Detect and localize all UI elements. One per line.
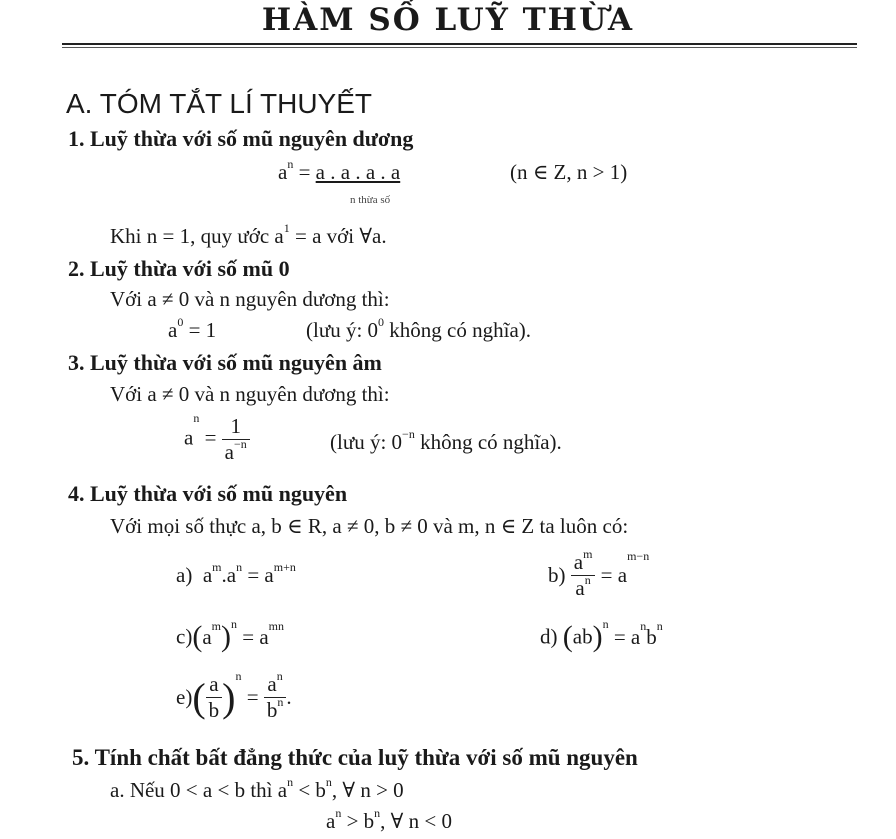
- s2-rest: = 1: [183, 318, 217, 342]
- section-3-heading: 3. Luỹ thừa với số mũ nguyên âm: [68, 350, 382, 375]
- s5-b-exp2: n: [374, 806, 381, 820]
- s2-line1: Với a ≠ 0 và n nguyên dương thì:: [110, 287, 390, 311]
- s3-note-exp: −n: [402, 427, 415, 441]
- s4-rule-e: e)( $\frac{a}{b}$ )$^n$ = $\frac{a^n}{b^n}$ .: [176, 669, 292, 722]
- s3-note: [330, 427, 562, 455]
- s2-exp: 0: [177, 315, 184, 329]
- s3-den-exp: −n: [234, 437, 247, 451]
- section-1-heading: 1. Luỹ thừa với số mũ nguyên dương: [68, 126, 414, 151]
- s2-base: a: [168, 318, 178, 342]
- s2-note-post: không có nghĩa).: [384, 318, 532, 342]
- s3-denominator: [222, 437, 250, 465]
- rule-d-label: d): [540, 624, 558, 649]
- s5-b-post: , ∀ n < 0: [380, 809, 452, 833]
- s3-numerator: 1: [222, 414, 250, 440]
- s5-line-b: [326, 806, 452, 834]
- rule-e-label: e): [176, 685, 193, 709]
- s1-note-exp: 1: [283, 221, 290, 235]
- s4-rule-c: $c)(a^m)^n = a^{mn}$: [176, 617, 285, 653]
- rule-b-label: b): [548, 563, 566, 587]
- s1-product: a . a . a . a: [315, 160, 401, 184]
- s1-formula: [278, 157, 401, 185]
- s5-line-a: [110, 775, 404, 803]
- s5-b-mid: > b: [341, 809, 375, 833]
- s3-line1: Với a ≠ 0 và n nguyên dương thì:: [110, 382, 390, 406]
- page-title: HÀM SỐ LUỸ THỪA: [261, 2, 635, 38]
- s5-a-exp2: n: [325, 775, 332, 789]
- s1-note-post: = a với ∀a.: [289, 224, 387, 248]
- s3-note-pre: (lưu ý: 0: [330, 430, 403, 454]
- s5-a-post: , ∀ n > 0: [331, 778, 404, 802]
- rule-c-label: c): [176, 624, 193, 649]
- s2-note-pre: (lưu ý: 0: [306, 318, 379, 342]
- s4-line1: Với mọi số thực a, b ∈ R, a ≠ 0, b ≠ 0 và m, n ∈ Z ta luôn có:: [110, 514, 629, 538]
- rule-e-result-fraction: $\frac{a^n}{b^n}$: [264, 672, 287, 723]
- s4-rule-d: d) $(ab)^n = a^nb^n$: [540, 617, 663, 653]
- title-rule-thin: [62, 47, 857, 48]
- s3-formula: [184, 411, 250, 465]
- rule-b-fraction: $\frac{a^m}{a^n}$: [571, 550, 596, 601]
- s5-a-pre: a. Nếu 0 < a < b thì a: [110, 778, 288, 802]
- s1-note: [110, 221, 387, 249]
- section-a-heading: A. TÓM TẮT LÍ THUYẾT: [66, 88, 372, 119]
- s3-fraction: [222, 414, 250, 465]
- title-rule: [62, 43, 857, 45]
- s3-lhs: a: [184, 425, 194, 450]
- s1-eq: =: [293, 160, 316, 184]
- s3-eq: =: [199, 425, 222, 450]
- s1-lhs-exp: n: [287, 157, 294, 171]
- s1-condition: (n ∈ Z, n > 1): [510, 160, 628, 184]
- s4-rule-b: b) $\frac{a^m}{a^n}$ = $a^{m-n}$: [548, 547, 650, 600]
- section-4-heading: 4. Luỹ thừa với số mũ nguyên: [68, 481, 348, 506]
- s1-brace-label: n thừa số: [350, 194, 391, 206]
- rule-a-label: a): [176, 563, 193, 587]
- s5-a-mid: < b: [293, 778, 326, 802]
- s2-note-exp: 0: [378, 315, 385, 329]
- section-5-heading: 5. Tính chất bất đẳng thức của luỹ thừa với số mũ nguyên: [72, 745, 638, 770]
- s4-rule-a: a) $a^m.a^n = a^{m+n}$: [176, 560, 296, 587]
- section-2-heading: 2. Luỹ thừa với số mũ 0: [68, 256, 290, 281]
- s2-note: [306, 315, 532, 343]
- s3-lhs-exp: n: [193, 411, 200, 425]
- s2-formula: [168, 315, 217, 343]
- s1-note-pre: Khi n = 1, quy ước a: [110, 224, 284, 248]
- s5-a-exp1: n: [287, 775, 294, 789]
- rule-e-inner-fraction: $\frac{a}{b}$: [206, 672, 223, 723]
- s3-den-base: a: [224, 440, 234, 464]
- s1-lhs: a: [278, 160, 288, 184]
- s5-b-pre: a: [326, 809, 336, 833]
- s3-note-post: không có nghĩa).: [414, 430, 562, 454]
- s5-b-exp1: n: [335, 806, 342, 820]
